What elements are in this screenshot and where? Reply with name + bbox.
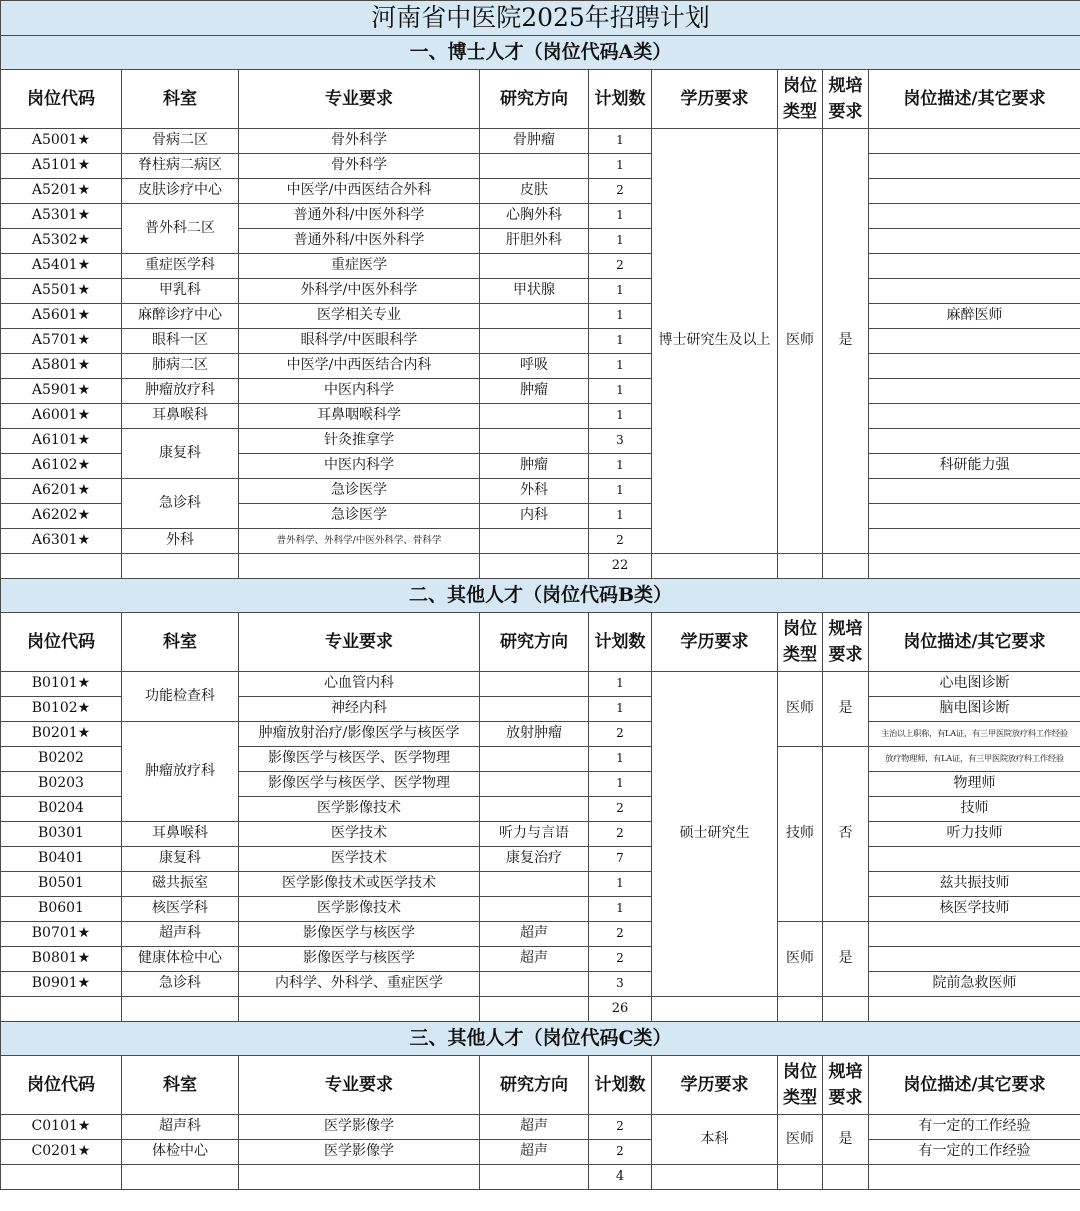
cell-direction xyxy=(480,697,589,722)
cell-direction-empty xyxy=(480,554,589,579)
column-header-dept: 科室 xyxy=(122,70,239,129)
cell-direction: 呼吸 xyxy=(480,354,589,379)
cell-desc xyxy=(869,129,1080,154)
cell-count: 2 xyxy=(589,722,652,747)
cell-dept: 麻醉诊疗中心 xyxy=(122,304,239,329)
cell-desc-empty xyxy=(869,1165,1080,1190)
cell-direction-empty xyxy=(480,997,589,1022)
cell-code: A6301★ xyxy=(1,529,122,554)
cell-direction xyxy=(480,254,589,279)
section-heading: 一、博士人才（岗位代码A类） xyxy=(1,36,1080,70)
cell-dept: 康复科 xyxy=(122,429,239,479)
table-row xyxy=(1,379,1080,404)
cell-count: 1 xyxy=(589,329,652,354)
cell-direction xyxy=(480,797,589,822)
column-header-major: 专业要求 xyxy=(239,613,480,672)
cell-dept: 外科 xyxy=(122,529,239,554)
cell-desc: 有一定的工作经验 xyxy=(869,1115,1080,1140)
cell-direction: 外科 xyxy=(480,479,589,504)
column-header-row xyxy=(1,613,1080,672)
column-header-dept: 科室 xyxy=(122,1056,239,1115)
cell-desc: 技师 xyxy=(869,797,1080,822)
cell-type: 医师 xyxy=(778,1115,823,1165)
column-header-code: 岗位代码 xyxy=(1,70,122,129)
cell-desc xyxy=(869,279,1080,304)
cell-direction: 康复治疗 xyxy=(480,847,589,872)
cell-dept: 耳鼻喉科 xyxy=(122,822,239,847)
cell-desc: 兹共振技师 xyxy=(869,872,1080,897)
table-row xyxy=(1,404,1080,429)
column-header-count: 计划数 xyxy=(589,1056,652,1115)
cell-dept: 超声科 xyxy=(122,1115,239,1140)
cell-major: 医学技术 xyxy=(239,847,480,872)
cell-code: A5201★ xyxy=(1,179,122,204)
column-header-education: 学历要求 xyxy=(652,70,778,129)
cell-desc-empty xyxy=(869,997,1080,1022)
cell-direction xyxy=(480,529,589,554)
cell-direction: 听力与言语 xyxy=(480,822,589,847)
column-header-dept: 科室 xyxy=(122,613,239,672)
cell-training-empty xyxy=(823,554,869,579)
cell-code: A6001★ xyxy=(1,404,122,429)
cell-education-empty xyxy=(652,554,778,579)
table-row xyxy=(1,847,1080,872)
cell-count: 1 xyxy=(589,454,652,479)
table-row xyxy=(1,947,1080,972)
cell-dept: 眼科一区 xyxy=(122,329,239,354)
table-row xyxy=(1,354,1080,379)
cell-direction xyxy=(480,972,589,997)
cell-major: 针灸推拿学 xyxy=(239,429,480,454)
cell-count: 1 xyxy=(589,154,652,179)
cell-count: 1 xyxy=(589,872,652,897)
column-header-type: 岗位 类型 xyxy=(778,613,823,672)
cell-major: 急诊医学 xyxy=(239,479,480,504)
table-row xyxy=(1,304,1080,329)
cell-code: B0501 xyxy=(1,872,122,897)
cell-count: 1 xyxy=(589,279,652,304)
cell-desc xyxy=(869,529,1080,554)
table-row xyxy=(1,822,1080,847)
cell-count: 3 xyxy=(589,429,652,454)
cell-count: 7 xyxy=(589,847,652,872)
cell-desc: 科研能力强 xyxy=(869,454,1080,479)
cell-code: B0901★ xyxy=(1,972,122,997)
cell-desc: 麻醉医师 xyxy=(869,304,1080,329)
column-header-education: 学历要求 xyxy=(652,613,778,672)
cell-count: 2 xyxy=(589,254,652,279)
cell-direction: 超声 xyxy=(480,1140,589,1165)
cell-desc xyxy=(869,254,1080,279)
cell-code: C0201★ xyxy=(1,1140,122,1165)
cell-desc xyxy=(869,154,1080,179)
cell-desc xyxy=(869,429,1080,454)
cell-direction: 皮肤 xyxy=(480,179,589,204)
section-total: 26 xyxy=(589,997,652,1022)
column-header-major: 专业要求 xyxy=(239,70,480,129)
table-row xyxy=(1,1140,1080,1165)
table-row xyxy=(1,872,1080,897)
cell-direction: 肿瘤 xyxy=(480,379,589,404)
cell-code: B0801★ xyxy=(1,947,122,972)
cell-desc xyxy=(869,229,1080,254)
cell-major: 医学技术 xyxy=(239,822,480,847)
cell-count: 2 xyxy=(589,1115,652,1140)
cell-code: A5901★ xyxy=(1,379,122,404)
cell-direction: 甲状腺 xyxy=(480,279,589,304)
cell-major: 中医学/中西医结合外科 xyxy=(239,179,480,204)
column-header-desc: 岗位描述/其它要求 xyxy=(869,1056,1080,1115)
cell-count: 1 xyxy=(589,504,652,529)
column-header-major: 专业要求 xyxy=(239,1056,480,1115)
cell-major-empty xyxy=(239,1165,480,1190)
cell-desc: 主治以上职称，有LA证，有三甲医院放疗科工作经验 xyxy=(869,722,1080,747)
cell-major: 医学影像技术 xyxy=(239,897,480,922)
cell-dept: 磁共振室 xyxy=(122,872,239,897)
cell-dept: 肺病二区 xyxy=(122,354,239,379)
cell-code-empty xyxy=(1,997,122,1022)
cell-major: 中医内科学 xyxy=(239,379,480,404)
cell-major: 医学影像学 xyxy=(239,1140,480,1165)
table-row xyxy=(1,672,1080,697)
table-row xyxy=(1,529,1080,554)
cell-dept: 急诊科 xyxy=(122,479,239,529)
cell-code: B0401 xyxy=(1,847,122,872)
cell-desc: 脑电图诊断 xyxy=(869,697,1080,722)
cell-major-empty xyxy=(239,554,480,579)
cell-direction: 内科 xyxy=(480,504,589,529)
cell-direction: 心胸外科 xyxy=(480,204,589,229)
cell-count: 1 xyxy=(589,229,652,254)
cell-desc xyxy=(869,479,1080,504)
cell-count: 2 xyxy=(589,822,652,847)
cell-code: A6101★ xyxy=(1,429,122,454)
cell-desc: 听力技师 xyxy=(869,822,1080,847)
cell-type: 技师 xyxy=(778,747,823,922)
cell-count: 3 xyxy=(589,972,652,997)
cell-direction xyxy=(480,329,589,354)
cell-count: 1 xyxy=(589,404,652,429)
table-row xyxy=(1,129,1080,154)
cell-dept: 甲乳科 xyxy=(122,279,239,304)
cell-type-empty xyxy=(778,554,823,579)
cell-count: 1 xyxy=(589,379,652,404)
cell-code-empty xyxy=(1,554,122,579)
total-row xyxy=(1,1165,1080,1190)
cell-type-empty xyxy=(778,1165,823,1190)
total-row xyxy=(1,997,1080,1022)
cell-dept: 普外科二区 xyxy=(122,204,239,254)
table-row xyxy=(1,154,1080,179)
section-heading-row xyxy=(1,36,1080,70)
cell-major: 医学影像技术 xyxy=(239,797,480,822)
cell-education-empty xyxy=(652,997,778,1022)
cell-direction: 肿瘤 xyxy=(480,454,589,479)
cell-direction xyxy=(480,154,589,179)
cell-code: B0701★ xyxy=(1,922,122,947)
cell-major: 神经内科 xyxy=(239,697,480,722)
cell-major: 医学影像技术或医学技术 xyxy=(239,872,480,897)
cell-count: 1 xyxy=(589,897,652,922)
cell-desc: 院前急救医师 xyxy=(869,972,1080,997)
column-header-training: 规培 要求 xyxy=(823,1056,869,1115)
cell-dept: 皮肤诊疗中心 xyxy=(122,179,239,204)
column-header-desc: 岗位描述/其它要求 xyxy=(869,613,1080,672)
column-header-type: 岗位 类型 xyxy=(778,1056,823,1115)
cell-major: 普通外科/中医外科学 xyxy=(239,204,480,229)
cell-direction xyxy=(480,304,589,329)
column-header-code: 岗位代码 xyxy=(1,1056,122,1115)
cell-major: 内科学、外科学、重症医学 xyxy=(239,972,480,997)
cell-dept: 核医学科 xyxy=(122,897,239,922)
section-total: 22 xyxy=(589,554,652,579)
cell-direction: 超声 xyxy=(480,1115,589,1140)
table-row xyxy=(1,722,1080,747)
cell-code: B0204 xyxy=(1,797,122,822)
cell-count: 1 xyxy=(589,204,652,229)
cell-code: B0203 xyxy=(1,772,122,797)
cell-direction xyxy=(480,897,589,922)
cell-major: 中医学/中西医结合内科 xyxy=(239,354,480,379)
cell-dept: 脊柱病二病区 xyxy=(122,154,239,179)
cell-dept: 急诊科 xyxy=(122,972,239,997)
cell-count: 2 xyxy=(589,1140,652,1165)
column-header-row xyxy=(1,70,1080,129)
cell-education: 硕士研究生 xyxy=(652,672,778,997)
cell-training: 否 xyxy=(823,747,869,922)
column-header-type: 岗位 类型 xyxy=(778,70,823,129)
total-row xyxy=(1,554,1080,579)
page-title: 河南省中医院2025年招聘计划 xyxy=(1,1,1080,36)
cell-major: 肿瘤放射治疗/影像医学与核医学 xyxy=(239,722,480,747)
table-row xyxy=(1,897,1080,922)
column-header-training: 规培 要求 xyxy=(823,70,869,129)
cell-major: 骨外科学 xyxy=(239,154,480,179)
cell-desc xyxy=(869,404,1080,429)
cell-major: 眼科学/中医眼科学 xyxy=(239,329,480,354)
cell-count: 2 xyxy=(589,179,652,204)
table-row xyxy=(1,279,1080,304)
cell-direction xyxy=(480,747,589,772)
cell-count: 1 xyxy=(589,354,652,379)
table-row xyxy=(1,972,1080,997)
cell-count: 1 xyxy=(589,479,652,504)
cell-count: 1 xyxy=(589,697,652,722)
cell-code: A5601★ xyxy=(1,304,122,329)
cell-training: 是 xyxy=(823,922,869,997)
cell-major: 影像医学与核医学 xyxy=(239,922,480,947)
cell-code: A5401★ xyxy=(1,254,122,279)
cell-dept: 功能检查科 xyxy=(122,672,239,722)
cell-count: 1 xyxy=(589,672,652,697)
cell-major: 骨外科学 xyxy=(239,129,480,154)
cell-dept-empty xyxy=(122,554,239,579)
cell-major: 影像医学与核医学、医学物理 xyxy=(239,747,480,772)
cell-desc xyxy=(869,354,1080,379)
column-header-direction: 研究方向 xyxy=(480,613,589,672)
cell-desc xyxy=(869,329,1080,354)
cell-code-empty xyxy=(1,1165,122,1190)
cell-education-empty xyxy=(652,1165,778,1190)
cell-dept: 超声科 xyxy=(122,922,239,947)
cell-direction: 骨肿瘤 xyxy=(480,129,589,154)
cell-desc xyxy=(869,922,1080,947)
cell-code: A5801★ xyxy=(1,354,122,379)
cell-direction: 放射肿瘤 xyxy=(480,722,589,747)
cell-direction xyxy=(480,772,589,797)
cell-count: 1 xyxy=(589,304,652,329)
cell-training: 是 xyxy=(823,672,869,747)
cell-major: 影像医学与核医学 xyxy=(239,947,480,972)
cell-desc: 心电图诊断 xyxy=(869,672,1080,697)
table-row xyxy=(1,479,1080,504)
cell-major-empty xyxy=(239,997,480,1022)
cell-type: 医师 xyxy=(778,672,823,747)
cell-direction xyxy=(480,672,589,697)
cell-major: 耳鼻咽喉科学 xyxy=(239,404,480,429)
cell-desc xyxy=(869,179,1080,204)
section-total: 4 xyxy=(589,1165,652,1190)
cell-code: A5301★ xyxy=(1,204,122,229)
cell-count: 1 xyxy=(589,772,652,797)
cell-desc: 放疗物理师，有LA证，有三甲医院放疗科工作经验 xyxy=(869,747,1080,772)
cell-code: A5101★ xyxy=(1,154,122,179)
cell-code: B0101★ xyxy=(1,672,122,697)
cell-major: 普外科学、外科学/中医外科学、骨科学 xyxy=(239,529,480,554)
column-header-row xyxy=(1,1056,1080,1115)
cell-direction: 超声 xyxy=(480,922,589,947)
cell-direction-empty xyxy=(480,1165,589,1190)
cell-code: B0601 xyxy=(1,897,122,922)
cell-desc: 物理师 xyxy=(869,772,1080,797)
cell-direction: 超声 xyxy=(480,947,589,972)
cell-code: A6102★ xyxy=(1,454,122,479)
cell-dept: 体检中心 xyxy=(122,1140,239,1165)
cell-dept-empty xyxy=(122,997,239,1022)
cell-desc xyxy=(869,504,1080,529)
cell-code: A5701★ xyxy=(1,329,122,354)
table-row xyxy=(1,329,1080,354)
cell-education: 博士研究生及以上 xyxy=(652,129,778,554)
cell-type: 医师 xyxy=(778,922,823,997)
table-row xyxy=(1,204,1080,229)
cell-direction: 肝胆外科 xyxy=(480,229,589,254)
table-row xyxy=(1,1115,1080,1140)
cell-major: 急诊医学 xyxy=(239,504,480,529)
section-heading-row xyxy=(1,579,1080,613)
cell-code: B0102★ xyxy=(1,697,122,722)
cell-desc: 核医学技师 xyxy=(869,897,1080,922)
cell-desc xyxy=(869,947,1080,972)
cell-count: 2 xyxy=(589,922,652,947)
cell-major: 心血管内科 xyxy=(239,672,480,697)
cell-count: 2 xyxy=(589,797,652,822)
cell-dept: 康复科 xyxy=(122,847,239,872)
cell-desc xyxy=(869,204,1080,229)
cell-dept: 重症医学科 xyxy=(122,254,239,279)
cell-dept: 肿瘤放疗科 xyxy=(122,379,239,404)
section-heading: 二、其他人才（岗位代码B类） xyxy=(1,579,1080,613)
cell-desc xyxy=(869,379,1080,404)
cell-major: 医学影像学 xyxy=(239,1115,480,1140)
cell-training: 是 xyxy=(823,1115,869,1165)
cell-desc xyxy=(869,847,1080,872)
cell-count: 2 xyxy=(589,529,652,554)
cell-major: 影像医学与核医学、医学物理 xyxy=(239,772,480,797)
cell-code: B0202 xyxy=(1,747,122,772)
cell-major: 医学相关专业 xyxy=(239,304,480,329)
column-header-count: 计划数 xyxy=(589,613,652,672)
cell-code: B0301 xyxy=(1,822,122,847)
cell-code: A6202★ xyxy=(1,504,122,529)
column-header-desc: 岗位描述/其它要求 xyxy=(869,70,1080,129)
cell-major: 中医内科学 xyxy=(239,454,480,479)
cell-dept: 健康体检中心 xyxy=(122,947,239,972)
table-row xyxy=(1,179,1080,204)
cell-count: 1 xyxy=(589,747,652,772)
cell-major: 外科学/中医外科学 xyxy=(239,279,480,304)
cell-type-empty xyxy=(778,997,823,1022)
column-header-training: 规培 要求 xyxy=(823,613,869,672)
column-header-education: 学历要求 xyxy=(652,1056,778,1115)
cell-dept: 耳鼻喉科 xyxy=(122,404,239,429)
cell-code: C0101★ xyxy=(1,1115,122,1140)
cell-major: 重症医学 xyxy=(239,254,480,279)
cell-code: B0201★ xyxy=(1,722,122,747)
cell-count: 2 xyxy=(589,947,652,972)
table-row xyxy=(1,429,1080,454)
cell-direction xyxy=(480,404,589,429)
column-header-code: 岗位代码 xyxy=(1,613,122,672)
cell-code: A5001★ xyxy=(1,129,122,154)
cell-code: A6201★ xyxy=(1,479,122,504)
table-row xyxy=(1,254,1080,279)
column-header-direction: 研究方向 xyxy=(480,1056,589,1115)
cell-training-empty xyxy=(823,997,869,1022)
cell-desc: 有一定的工作经验 xyxy=(869,1140,1080,1165)
column-header-direction: 研究方向 xyxy=(480,70,589,129)
section-heading-row xyxy=(1,1022,1080,1056)
column-header-count: 计划数 xyxy=(589,70,652,129)
cell-direction xyxy=(480,429,589,454)
cell-code: A5302★ xyxy=(1,229,122,254)
cell-dept: 肿瘤放疗科 xyxy=(122,722,239,822)
cell-training-empty xyxy=(823,1165,869,1190)
cell-direction xyxy=(480,872,589,897)
cell-education: 本科 xyxy=(652,1115,778,1165)
section-heading: 三、其他人才（岗位代码C类） xyxy=(1,1022,1080,1056)
cell-major: 普通外科/中医外科学 xyxy=(239,229,480,254)
cell-dept: 骨病二区 xyxy=(122,129,239,154)
cell-code: A5501★ xyxy=(1,279,122,304)
cell-desc-empty xyxy=(869,554,1080,579)
cell-dept-empty xyxy=(122,1165,239,1190)
cell-training: 是 xyxy=(823,129,869,554)
cell-count: 1 xyxy=(589,129,652,154)
cell-type: 医师 xyxy=(778,129,823,554)
table-row xyxy=(1,922,1080,947)
